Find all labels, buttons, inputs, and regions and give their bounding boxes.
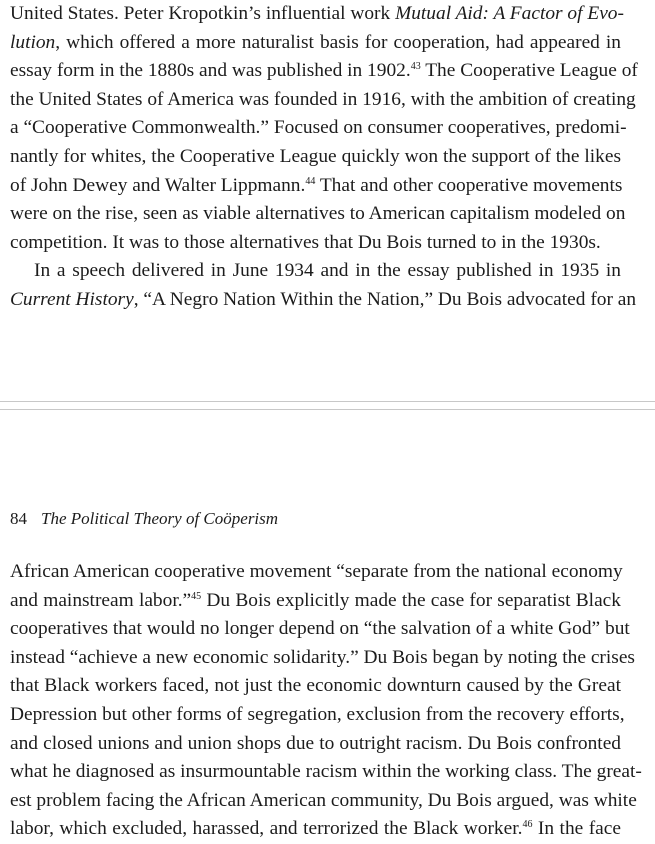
text-segment: The Cooperative League of <box>420 60 638 82</box>
page-bottom-text <box>10 558 642 844</box>
italic-text: Mutual Aid: A Factor of Evo- <box>395 3 624 24</box>
text-segment: , “A Negro Nation Within the Nation,” Du Bois advocated for an <box>133 288 637 310</box>
text-segment: were on the rise, seen as viable alternatives to American capitalism modeled on <box>10 203 626 225</box>
text-segment: competition. It was to those alternatives that Du Bois turned to in the 1930s. <box>10 231 601 253</box>
page-number: 84 <box>10 509 27 528</box>
italic-text: Current History <box>10 288 134 310</box>
page-break-divider <box>0 401 655 410</box>
text-segment: and closed unions and union shops due to outright racism. Du Bois confronted <box>10 732 621 754</box>
text-line <box>10 257 621 286</box>
text-segment: est problem facing the African American community, Du Bois argued, was white <box>10 789 637 811</box>
text-segment: labor, which excluded, harassed, and terrorized the Black worker. <box>10 818 523 840</box>
italic-text: lution <box>10 31 56 53</box>
text-segment: the United States of America was founded in 1916, with the ambition of creating <box>10 88 636 110</box>
text-segment: That and other cooperative movements <box>315 174 623 196</box>
page-top-text <box>10 0 638 315</box>
text-segment: In a speech delivered in June 1934 and in the essay published in 1935 in <box>34 260 621 282</box>
text-line <box>10 86 636 115</box>
text-line <box>10 143 621 172</box>
text-line <box>10 615 630 644</box>
text-segment: , which offered a more naturalist basis for cooperation, had appeared in <box>55 31 621 53</box>
text-line <box>10 730 621 759</box>
text-line <box>10 172 621 201</box>
text-segment: nantly for whites, the Cooperative League quickly won the support of the likes <box>10 145 621 167</box>
text-segment: Du Bois explicitly made the case for separatist Black <box>201 589 621 611</box>
text-segment: what he diagnosed as insurmountable racism within the working class. The great- <box>10 761 642 783</box>
text-line <box>10 672 621 701</box>
footnote-ref[interactable]: 44 <box>305 175 316 187</box>
text-line <box>10 558 621 587</box>
text-segment: United States. Peter Kropotkin’s influential work <box>10 3 396 24</box>
text-line <box>10 644 635 673</box>
text-line <box>10 200 626 229</box>
text-segment: essay form in the 1880s and was published in 1902. <box>10 60 411 82</box>
running-head <box>10 505 278 533</box>
text-segment: of John Dewey and Walter Lippmann. <box>10 174 306 196</box>
text-line <box>10 587 621 616</box>
text-line <box>10 114 627 143</box>
text-line <box>10 815 621 844</box>
text-line <box>10 57 638 86</box>
text-line <box>10 29 621 58</box>
text-line <box>10 787 637 816</box>
text-line <box>10 0 624 29</box>
text-segment: that Black workers faced, not just the economic downturn caused by the Great <box>10 675 621 697</box>
text-segment: African American cooperative movement “separate from the national economy <box>10 561 623 582</box>
text-segment: a “Cooperative Commonwealth.” Focused on consumer cooperatives, predomi- <box>10 117 627 139</box>
footnote-ref[interactable]: 43 <box>410 61 421 73</box>
running-head-title: The Political Theory of Coöperism <box>41 509 279 528</box>
text-segment: cooperatives that would no longer depend on “the salvation of a white God” but <box>10 618 630 640</box>
footnote-ref[interactable]: 46 <box>522 819 533 831</box>
text-segment: instead “achieve a new economic solidarity.” Du Bois began by noting the crises <box>10 646 635 668</box>
text-segment: In the face <box>532 818 621 840</box>
footnote-ref[interactable]: 45 <box>191 590 202 602</box>
text-line <box>10 758 642 787</box>
text-segment: and mainstream labor.” <box>10 589 192 611</box>
text-segment: Depression but other forms of segregation, exclusion from the recovery efforts, <box>10 703 625 725</box>
text-line <box>10 229 621 258</box>
text-line <box>10 286 637 315</box>
text-line <box>10 701 625 730</box>
